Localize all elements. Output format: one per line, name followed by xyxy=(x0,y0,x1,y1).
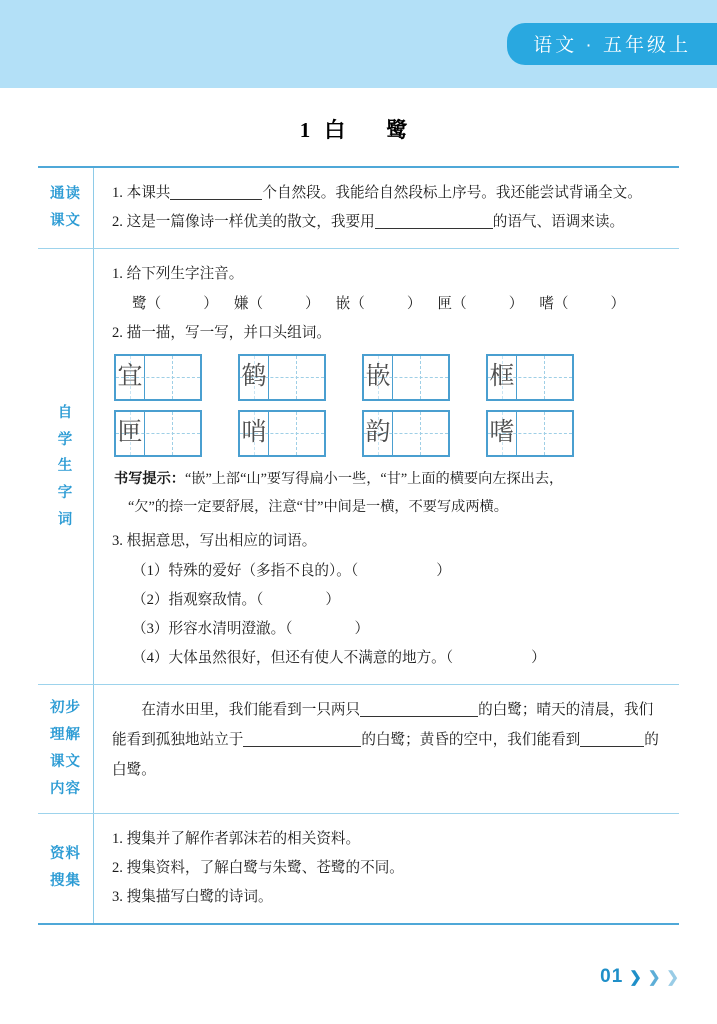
section-row-self-study-characters xyxy=(38,249,679,685)
pinyin-item[interactable]: 鹭（ ） xyxy=(132,295,218,312)
character-practice-box[interactable] xyxy=(486,354,574,401)
section-body-comprehension xyxy=(94,685,679,812)
fill-in-blank[interactable] xyxy=(375,228,493,229)
label-line: 资料 xyxy=(50,846,81,863)
fill-in-blank[interactable] xyxy=(360,716,478,717)
label-line: 自 xyxy=(57,404,74,421)
worksheet-table xyxy=(38,166,679,925)
item-prefix: 1. xyxy=(112,185,127,201)
character-grid-row xyxy=(114,354,665,401)
pinyin-item[interactable]: 匣（ ） xyxy=(437,295,524,312)
section-row-comprehension xyxy=(38,685,679,813)
grid-guide-vertical xyxy=(172,356,173,399)
question-title-pinyin: 1. 给下列生字注音。 xyxy=(112,266,244,283)
definition-text: （3）形容水清明澄澈。（ xyxy=(132,620,293,637)
character-grid-row xyxy=(114,410,665,457)
grid-guide-vertical xyxy=(172,412,173,455)
label-line: 词 xyxy=(57,512,74,529)
fill-in-blank[interactable] xyxy=(170,199,262,200)
definition-text: （1）特殊的爱好（多指不良的）。（ xyxy=(132,562,359,579)
writing-tip-label: 书写提示： xyxy=(114,470,185,487)
character-practice-grids xyxy=(114,354,665,457)
task-item: 3. 搜集描写白鹭的诗词。 xyxy=(112,888,273,905)
pinyin-item[interactable]: 嵌（ ） xyxy=(335,295,422,312)
practice-character: 匣 xyxy=(117,419,143,447)
practice-character: 框 xyxy=(489,363,515,391)
page-footer xyxy=(600,966,679,988)
pinyin-char: 匣 xyxy=(437,295,453,312)
section-body-material-collection xyxy=(94,814,679,924)
question-item xyxy=(112,179,665,208)
practice-character: 宜 xyxy=(117,363,143,391)
paren-close: ） xyxy=(325,591,340,608)
grid-guide-vertical xyxy=(544,356,545,399)
page-header-banner xyxy=(0,0,717,88)
practice-character: 哨 xyxy=(241,419,267,447)
grid-guide-vertical xyxy=(420,356,421,399)
practice-character: 韵 xyxy=(365,419,391,447)
character-practice-box[interactable] xyxy=(486,410,574,457)
page-title xyxy=(0,114,717,144)
question-item xyxy=(112,208,665,237)
task-item: 1. 搜集并了解作者郭沫若的相关资料。 xyxy=(112,830,361,847)
item-text-part: 这是一篇像诗一样优美的散文，我要用 xyxy=(126,214,375,231)
question-title-definitions: 3. 根据意思，写出相应的词语。 xyxy=(112,533,317,550)
label-line: 搜集 xyxy=(50,873,81,890)
label-line: 通读 xyxy=(50,186,81,203)
section-label-material-collection xyxy=(38,814,94,924)
paren-close: ） xyxy=(531,650,546,667)
cloze-paragraph xyxy=(112,696,665,786)
section-body-self-study-characters xyxy=(94,249,679,684)
grid-guide-vertical xyxy=(544,412,545,455)
paragraph-segment: 的白鹭。 xyxy=(112,732,659,779)
section-row-material-collection xyxy=(38,814,679,924)
paragraph-segment: 的白鹭；晴天的清晨，我们能看到孤独地站立于 xyxy=(112,702,654,749)
lesson-number: 1 xyxy=(299,118,325,142)
definition-item[interactable] xyxy=(132,615,665,644)
character-practice-box[interactable] xyxy=(362,354,450,401)
fill-in-blank[interactable] xyxy=(580,746,644,747)
answer-parenthesis[interactable] xyxy=(358,557,451,586)
practice-character: 嵌 xyxy=(365,363,391,391)
label-line: 理解 xyxy=(50,727,81,744)
label-line: 生 xyxy=(57,458,74,475)
item-text-part: 的语气、语调来读。 xyxy=(492,214,625,231)
pinyin-item[interactable]: 嗜（ ） xyxy=(539,295,626,312)
pinyin-char: 嫌 xyxy=(233,295,249,312)
practice-character: 鹤 xyxy=(241,363,267,391)
section-label-self-study-characters xyxy=(38,249,94,684)
grid-guide-vertical xyxy=(296,356,297,399)
writing-tip xyxy=(114,466,665,521)
paren-close: ） xyxy=(354,620,370,637)
item-text-part: 本课共 xyxy=(126,185,171,201)
section-label-read-through xyxy=(38,168,94,248)
section-label-comprehension xyxy=(38,685,94,812)
grid-guide-vertical xyxy=(420,412,421,455)
character-practice-box[interactable] xyxy=(362,410,450,457)
question-title-tracing: 2. 描一描，写一写，并口头组词。 xyxy=(112,324,331,341)
answer-parenthesis[interactable] xyxy=(453,644,546,673)
fill-in-blank[interactable] xyxy=(243,746,361,747)
pinyin-exercise-list xyxy=(132,290,665,319)
label-line: 内容 xyxy=(50,780,81,797)
paragraph-segment: 的白鹭；黄昏的空中，我们能看到 xyxy=(361,732,581,749)
definition-item[interactable] xyxy=(132,557,665,586)
character-practice-box[interactable] xyxy=(238,410,326,457)
writing-tip-text: “嵌”上部“山”要写得扁小一些，“甘”上面的横要向左探出去， xyxy=(184,470,564,487)
page-number: 01 xyxy=(600,966,624,987)
label-line: 课文 xyxy=(50,213,81,230)
label-line: 学 xyxy=(57,431,74,448)
label-line: 初步 xyxy=(50,700,81,717)
chevron-right-icon: ❯ xyxy=(629,968,642,986)
answer-parenthesis[interactable] xyxy=(293,615,370,644)
character-practice-box[interactable] xyxy=(114,410,202,457)
writing-tip-line: “欠”的捺一定要舒展，注意“甘”中间是一横，不要写成两横。 xyxy=(128,498,508,515)
definition-text: （4）大体虽然很好，但还有使人不满意的地方。（ xyxy=(132,650,454,667)
task-item: 2. 搜集资料，了解白鹭与朱鹭、苍鹭的不同。 xyxy=(112,859,404,876)
practice-character: 嗜 xyxy=(489,419,515,447)
pinyin-char: 嗜 xyxy=(539,295,554,312)
label-line: 课文 xyxy=(50,753,81,770)
pinyin-char: 嵌 xyxy=(335,295,351,312)
item-text-part: 个自然段。我能给自然段标上序号。我还能尝试背诵全文。 xyxy=(262,185,642,201)
definition-text: （2）指观察敌情。（ xyxy=(132,591,264,608)
writing-tip-line xyxy=(114,466,665,494)
label-line: 字 xyxy=(57,485,74,502)
subject-tab: 语文 · 五年级上 xyxy=(507,23,717,65)
section-row-read-through xyxy=(38,168,679,249)
paragraph-segment: 在清水田里，我们能看到一只两只 xyxy=(141,702,361,719)
definition-item[interactable] xyxy=(132,586,665,615)
chevron-right-icon: ❯ xyxy=(647,968,661,986)
lesson-title: 白 鹭 xyxy=(324,118,418,142)
character-practice-box[interactable] xyxy=(238,354,326,401)
answer-parenthesis[interactable] xyxy=(263,586,340,615)
pinyin-item[interactable]: 嫌（ ） xyxy=(233,295,320,312)
definition-item[interactable] xyxy=(132,644,665,673)
section-body-read-through xyxy=(94,168,679,248)
item-prefix: 2. xyxy=(112,214,127,231)
character-practice-box[interactable] xyxy=(114,354,202,401)
grid-guide-vertical xyxy=(296,412,297,455)
chevron-right-icon: ❯ xyxy=(666,968,679,986)
pinyin-char: 鹭 xyxy=(132,295,147,312)
paren-close: ） xyxy=(436,562,451,579)
